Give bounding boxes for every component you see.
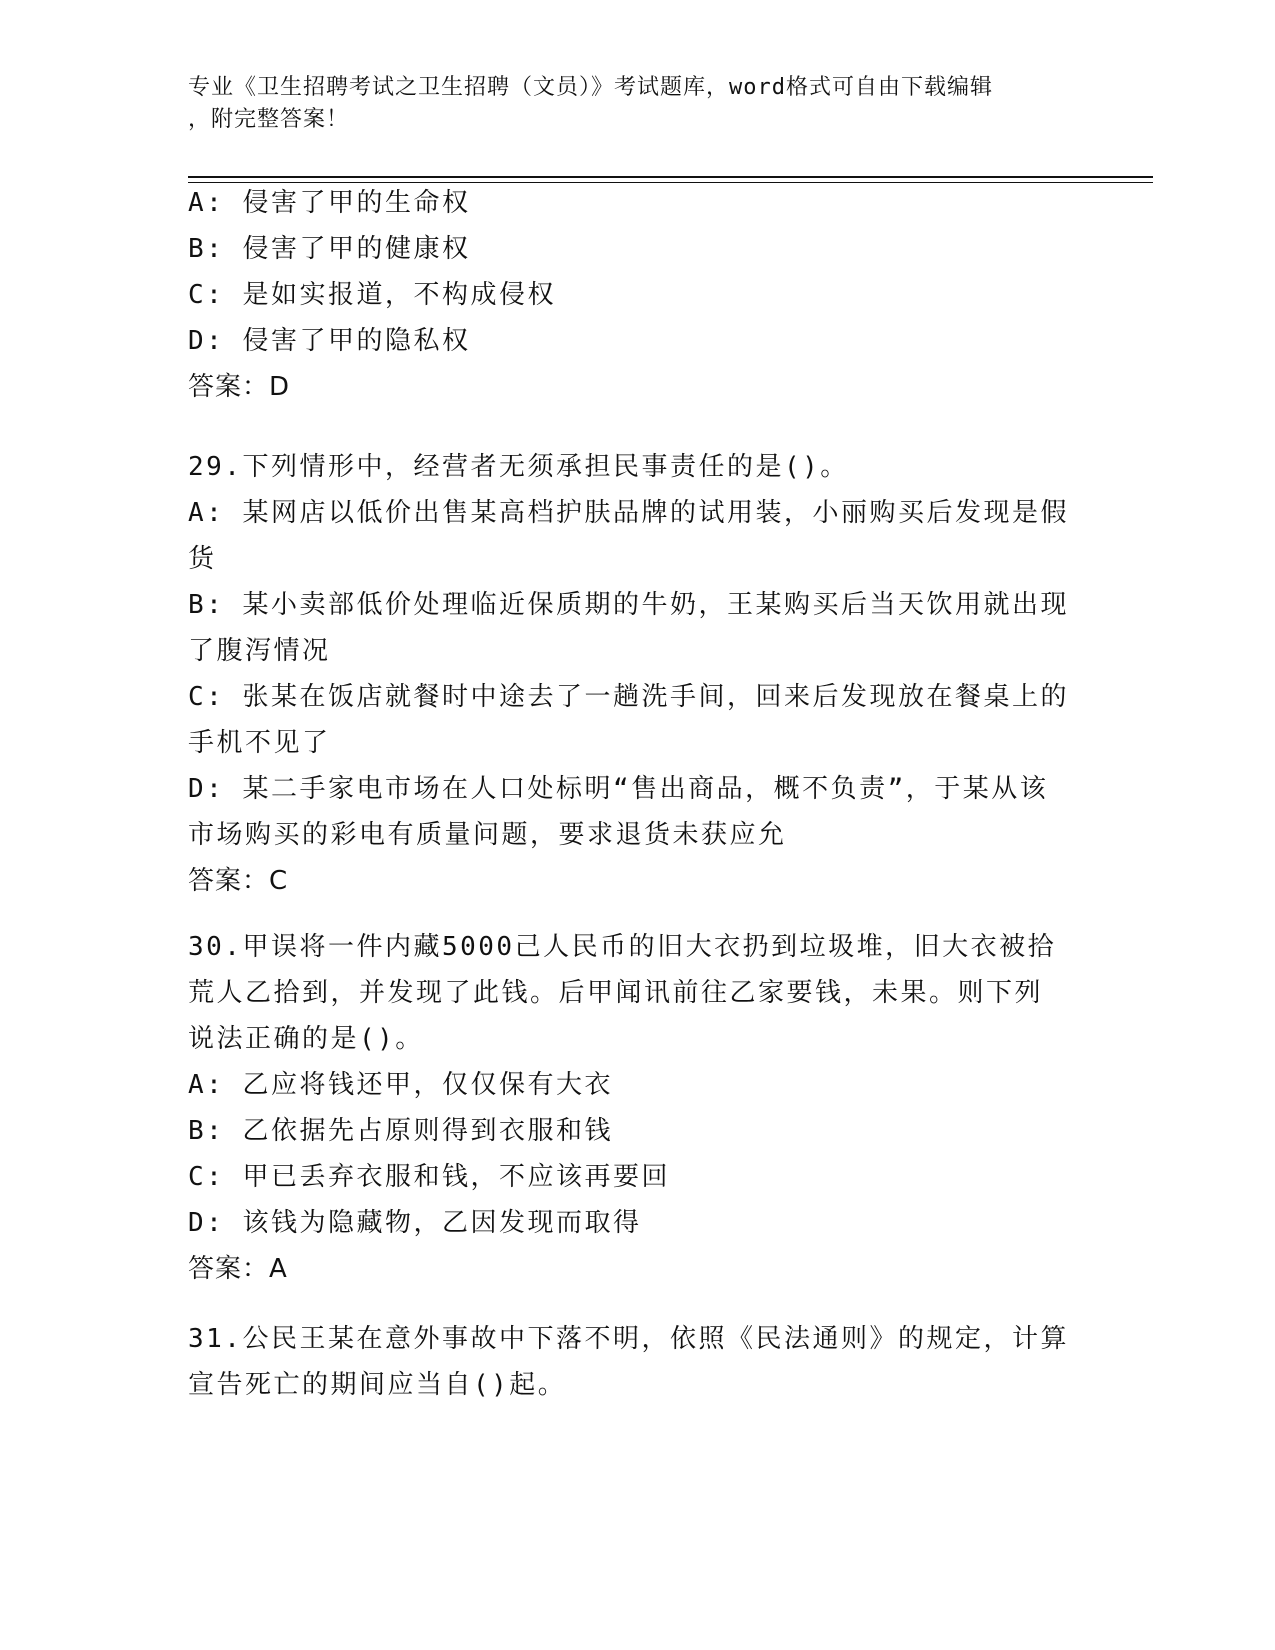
option-c: C: 是如实报道，不构成侵权 (188, 280, 556, 310)
question-stem (188, 1316, 1068, 1408)
question-31-block (188, 1316, 1068, 1408)
header-line-2: ，附完整答案！ (188, 107, 350, 132)
question-stem-line-3: 说法正确的是()。 (188, 1024, 424, 1054)
option-a: A: 乙应将钱还甲，仅仅保有大衣 (188, 1070, 613, 1100)
option-a-line-2: 货 (188, 544, 217, 574)
question-stem-line-2: 宣告死亡的期间应当自()起。 (188, 1370, 567, 1400)
option-b-line-2: 了腹泻情况 (188, 636, 331, 666)
question-stem-line-1: 30.甲误将一件内藏5000己人民币的旧大衣扔到垃圾堆，旧大衣被拾 (188, 932, 1057, 962)
question-stem-line-2: 荒人乙拾到，并发现了此钱。后甲闻讯前往乙家要钱，未果。则下列 (188, 978, 1044, 1008)
question-stem: 29.下列情形中，经营者无须承担民事责任的是()。 (188, 452, 849, 482)
option-b (188, 582, 1068, 674)
answer-label: 答案：D (188, 372, 291, 402)
document-header (188, 72, 1068, 136)
option-d: D: 该钱为隐藏物，乙因发现而取得 (188, 1208, 642, 1238)
option-c-line-2: 手机不见了 (188, 728, 331, 758)
option-b: B: 乙依据先占原则得到衣服和钱 (188, 1116, 613, 1146)
option-a: A: 侵害了甲的生命权 (188, 188, 471, 218)
option-c: C: 甲已丢弃衣服和钱，不应该再要回 (188, 1162, 670, 1192)
option-a (188, 490, 1068, 582)
answer-label: 答案：A (188, 1254, 288, 1284)
option-d (188, 766, 1068, 858)
option-b-line-1: B: 某小卖部低价处理临近保质期的牛奶，王某购买后当天饮用就出现 (188, 590, 1069, 620)
question-stem-line-1: 31.公民王某在意外事故中下落不明，依照《民法通则》的规定，计算 (188, 1324, 1069, 1354)
header-rule-thick (188, 176, 1153, 178)
question-30-block (188, 924, 1068, 1292)
option-b: B: 侵害了甲的健康权 (188, 234, 471, 264)
option-d-line-2: 市场购买的彩电有质量问题，要求退货未获应允 (188, 820, 787, 850)
question-29-block (188, 444, 1068, 904)
question-28-block (188, 180, 1068, 410)
option-a-line-1: A: 某网店以低价出售某高档护肤品牌的试用装，小丽购买后发现是假 (188, 498, 1069, 528)
option-d: D: 侵害了甲的隐私权 (188, 326, 471, 356)
header-line-1: 专业《卫生招聘考试之卫生招聘（文员）》考试题库，word格式可自由下载编辑 (188, 75, 993, 100)
option-d-line-1: D: 某二手家电市场在人口处标明“售出商品，概不负责”，于某从该 (188, 774, 1049, 804)
question-stem (188, 924, 1068, 1062)
answer-label: 答案：C (188, 866, 289, 896)
option-c-line-1: C: 张某在饭店就餐时中途去了一趟洗手间，回来后发现放在餐桌上的 (188, 682, 1069, 712)
option-c (188, 674, 1068, 766)
